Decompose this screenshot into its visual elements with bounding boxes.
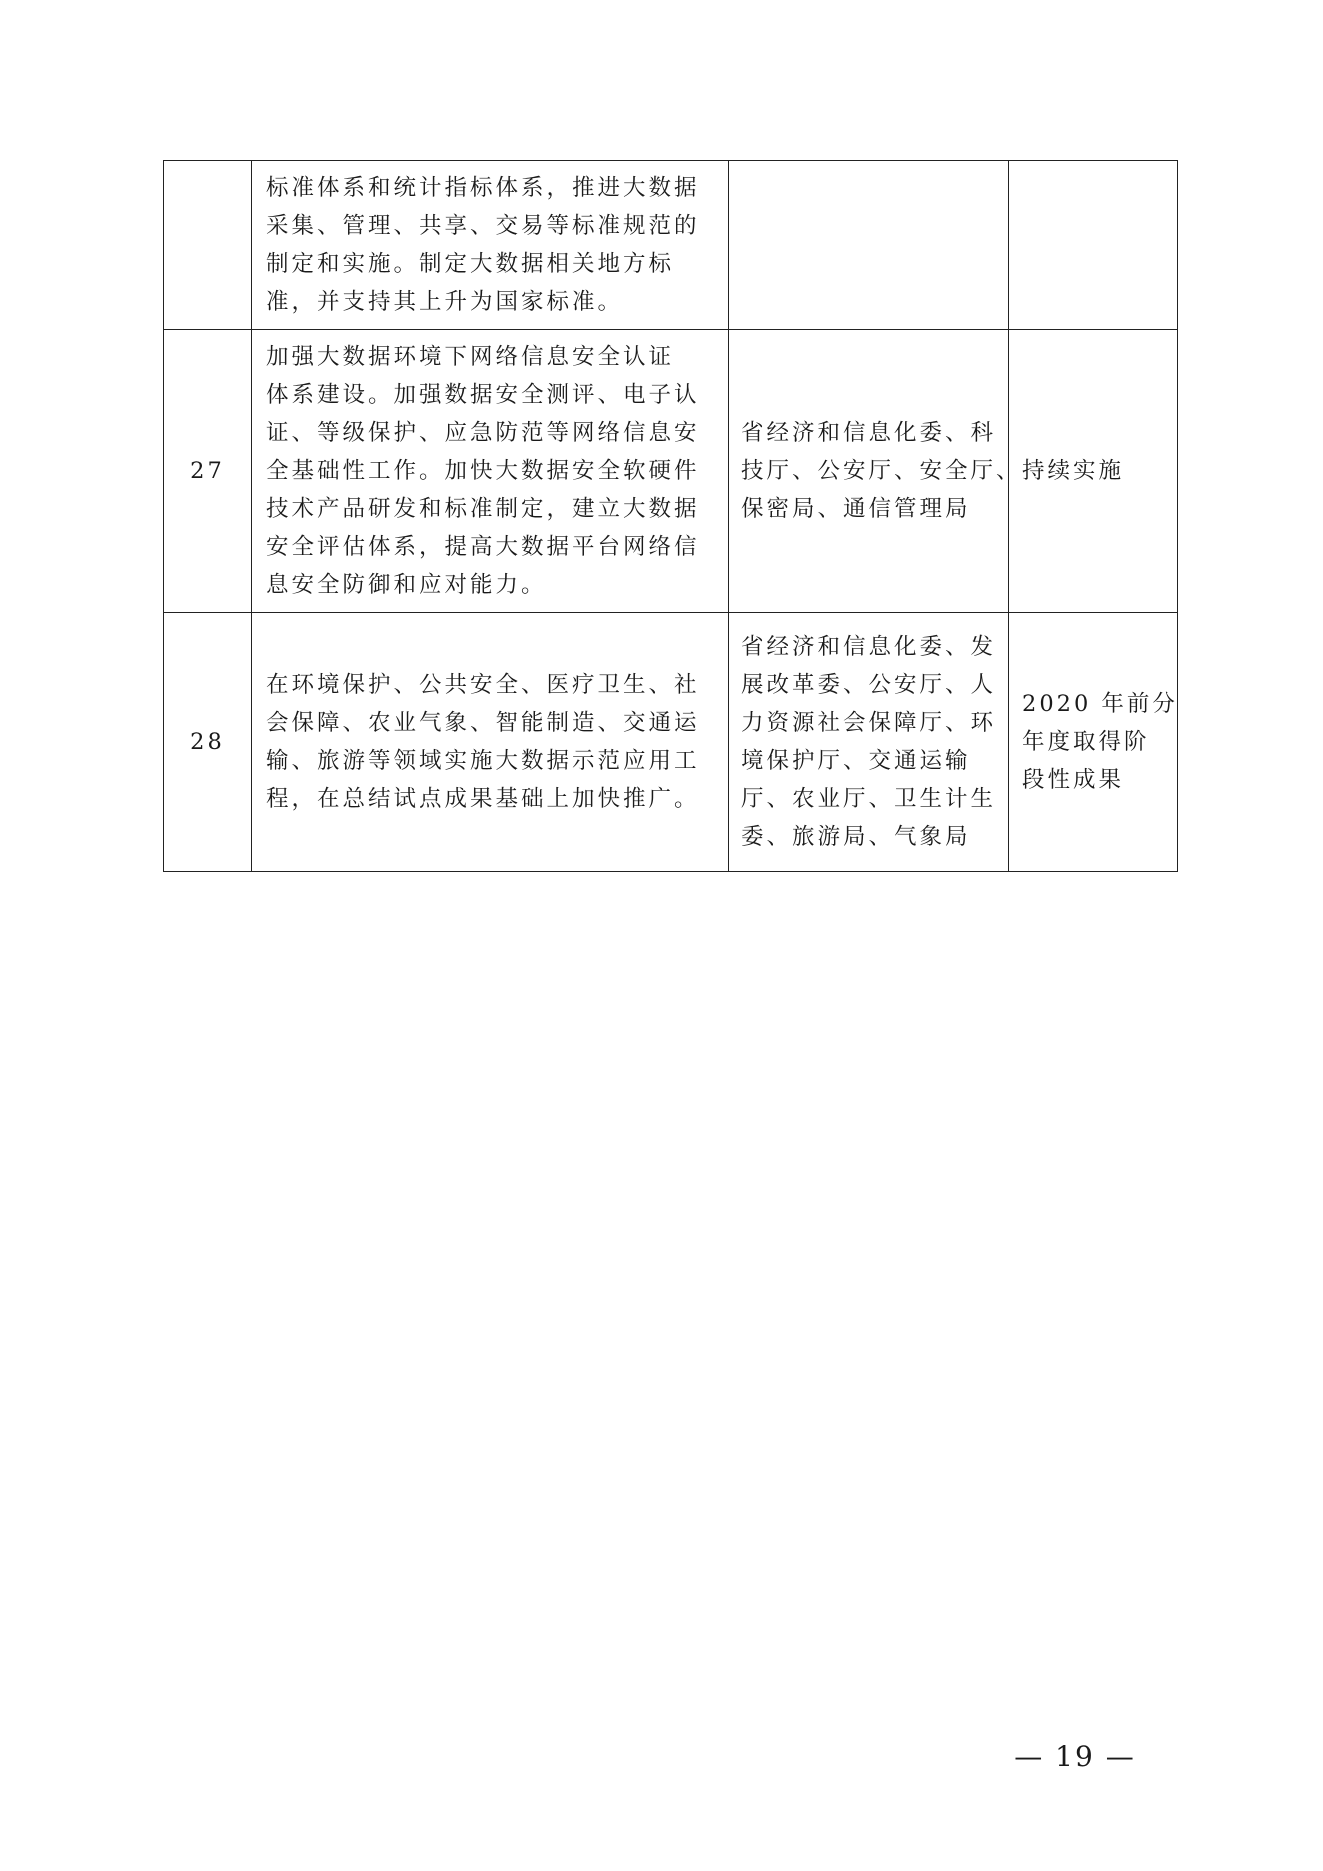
department-line: 省经济和信息化委、发 <box>741 634 997 660</box>
page-number: — 19 — <box>1014 1740 1136 1773</box>
row-number-cell <box>164 161 252 330</box>
timeline-line: 持续实施 <box>1022 458 1125 484</box>
table-row <box>164 330 1178 613</box>
task-line: 加强大数据环境下网络信息安全认证 <box>266 344 675 370</box>
task-line: 输、旅游等领域实施大数据示范应用工 <box>266 748 700 774</box>
row-number-cell: 28 <box>164 613 252 872</box>
task-cell <box>252 161 729 330</box>
task-line: 全基础性工作。加快大数据安全软硬件 <box>266 458 700 484</box>
department-cell <box>729 330 1022 613</box>
department-line: 委、旅游局、气象局 <box>741 824 971 850</box>
task-table <box>163 160 1178 872</box>
task-line: 会保障、农业气象、智能制造、交通运 <box>266 710 700 736</box>
task-line: 在环境保护、公共安全、医疗卫生、社 <box>266 672 700 698</box>
timeline-line: 年度取得阶 <box>1022 729 1150 755</box>
task-line: 采集、管理、共享、交易等标准规范的 <box>266 213 700 239</box>
task-line: 制定和实施。制定大数据相关地方标 <box>266 251 675 277</box>
task-line: 证、等级保护、应急防范等网络信息安 <box>266 420 700 446</box>
timeline-cell <box>1009 613 1178 872</box>
department-line: 省经济和信息化委、科 <box>741 420 997 446</box>
table-row <box>164 613 1178 872</box>
task-line: 标准体系和统计指标体系，推进大数据 <box>266 175 700 201</box>
department-line: 技厅、公安厅、安全厅、 <box>741 458 1022 484</box>
department-line: 境保护厅、交通运输 <box>741 748 971 774</box>
department-cell <box>729 161 1009 330</box>
task-line: 程，在总结试点成果基础上加快推广。 <box>266 786 700 812</box>
task-cell <box>252 330 729 613</box>
task-line: 息安全防御和应对能力。 <box>266 572 547 598</box>
task-line: 安全评估体系，提高大数据平台网络信 <box>266 534 700 560</box>
department-line: 厅、农业厅、卫生计生 <box>741 786 997 812</box>
task-line: 准，并支持其上升为国家标准。 <box>266 289 624 315</box>
timeline-line: 2020 年前分 <box>1022 691 1178 717</box>
department-line: 保密局、通信管理局 <box>741 496 971 522</box>
task-line: 技术产品研发和标准制定，建立大数据 <box>266 496 700 522</box>
department-line: 力资源社会保障厅、环 <box>741 710 997 736</box>
timeline-cell <box>1009 330 1178 613</box>
task-cell <box>252 613 729 872</box>
table-row <box>164 161 1178 330</box>
timeline-cell <box>1009 161 1178 330</box>
department-line: 展改革委、公安厅、人 <box>741 672 997 698</box>
timeline-line: 段性成果 <box>1022 767 1125 793</box>
task-line: 体系建设。加强数据安全测评、电子认 <box>266 382 700 408</box>
row-number-cell: 27 <box>164 330 252 613</box>
department-cell <box>729 613 1009 872</box>
